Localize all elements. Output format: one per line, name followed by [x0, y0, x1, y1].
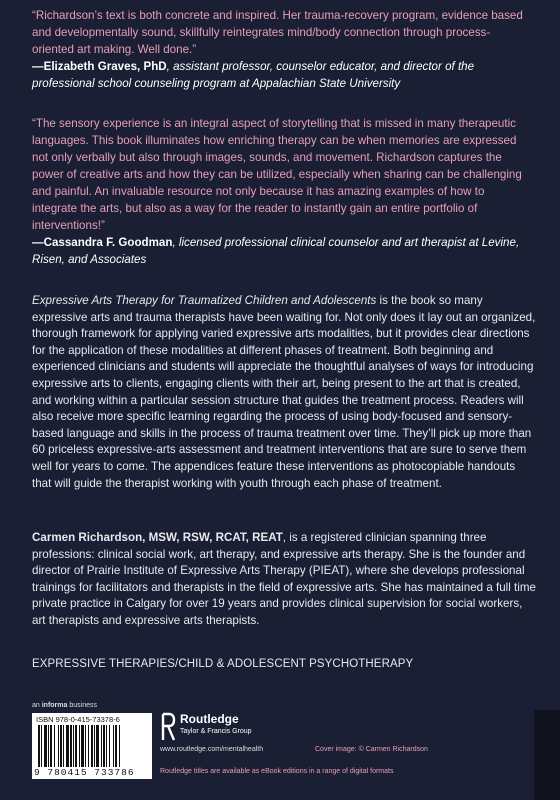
subject-category: EXPRESSIVE THERAPIES/CHILD & ADOLESCENT PSYCHOTHERAPY — [32, 658, 414, 670]
isbn-barcode — [32, 713, 152, 779]
cover-image-credit: Cover image: © Carmen Richardson — [315, 746, 428, 753]
isbn-label: ISBN 978-0-415-73378-6 — [36, 715, 120, 724]
ebook-note: Routledge titles are available as eBook editions in a range of digital formats — [160, 768, 394, 775]
description-body: is the book so many expressive arts and trauma therapists have been waiting for. Not only does it lay out an organized, thorough framework for applying varied expressive arts modalities, but it provides clear directions for the application of these modalities at different phases of treatment. Both beginning and experienced clinicians and students will appreciate the thoughtful analyses of ways for introducing expressive arts to clients, engaging clients with their art, being present to the art that is created, and working within a particular session structure that guides the treatment process. Readers will also receive more specific learning regarding the process of using body-focused and sensory-based language and skills in the process of trauma treatment over time. They’ll pick up more than 60 priceless expressive-arts assessment and treatment interventions that are sure to serve them well for years to come. The appendices feature these interventions as photocopiable handouts that will guide the therapist working with youth through each phase of treatment. — [32, 294, 536, 490]
informa-business-note — [32, 702, 97, 709]
informa-brand: informa — [41, 702, 68, 709]
barcode-icon — [38, 725, 146, 767]
barcode-number: 9 780415 733786 — [34, 767, 135, 778]
book-title: Expressive Arts Therapy for Traumatized Children and Adolescents — [32, 294, 377, 307]
quote-text: “The sensory experience is an integral aspect of storytelling that is missed in many therapeutic languages. This book illuminates how enriching therapy can be when memories are expressed not only verbally but also through images, sounds, and movement. Richardson captures the power of creative arts and how they can be utilized, especially when sharing can be challenging and painful. An invaluable resource not only because it has amazing examples of how to integrate the arts, but also as a way for the reader to instantly gain an entire portfolio of interventions!” — [32, 117, 522, 232]
publisher-group: Taylor & Francis Group — [180, 728, 252, 735]
endorsement-quote — [32, 7, 532, 92]
author-bio — [32, 530, 537, 630]
author-name: Carmen Richardson, MSW, RSW, RCAT, REAT — [32, 531, 283, 544]
quote-author: —Elizabeth Graves, PhD — [32, 60, 167, 73]
quote-author: —Cassandra F. Goodman — [32, 236, 173, 249]
endorsement-quote — [32, 115, 532, 268]
quote-author-role: , licensed professional clinical counselor and art therapist at Levine, Risen, and Associates — [32, 236, 520, 266]
book-description — [32, 293, 537, 492]
spine-corner — [534, 710, 560, 800]
informa-prefix: an — [32, 702, 42, 709]
publisher-url[interactable]: www.routledge.com/mentalhealth — [160, 746, 264, 753]
routledge-logo-icon — [160, 712, 176, 742]
author-bio-body: , is a registered clinician spanning three professions: clinical social work, art therapy, and expressive arts therapy. She is the founder and director of Prairie Institute of Expressive Arts Therapy (PIEAT), where she develops professional trainings for facilitators and therapists in the field of expressive arts. She has maintained a full time private practice in Calgary for over 19 years and provides clinical supervision for social workers, art therapists and expressive arts therapists. — [32, 531, 536, 627]
quote-author-role: , assistant professor, counselor educator, and director of the professional school counseling program at Appalachian State University — [32, 60, 475, 90]
quote-text: “Richardson’s text is both concrete and inspired. Her trauma-recovery program, evidence based and developmentally sound, skillfully reintegrates mind/body connection through process-oriented art making. Well done.” — [32, 9, 523, 56]
informa-suffix: business — [67, 702, 97, 709]
publisher-name: Routledge — [180, 712, 239, 726]
